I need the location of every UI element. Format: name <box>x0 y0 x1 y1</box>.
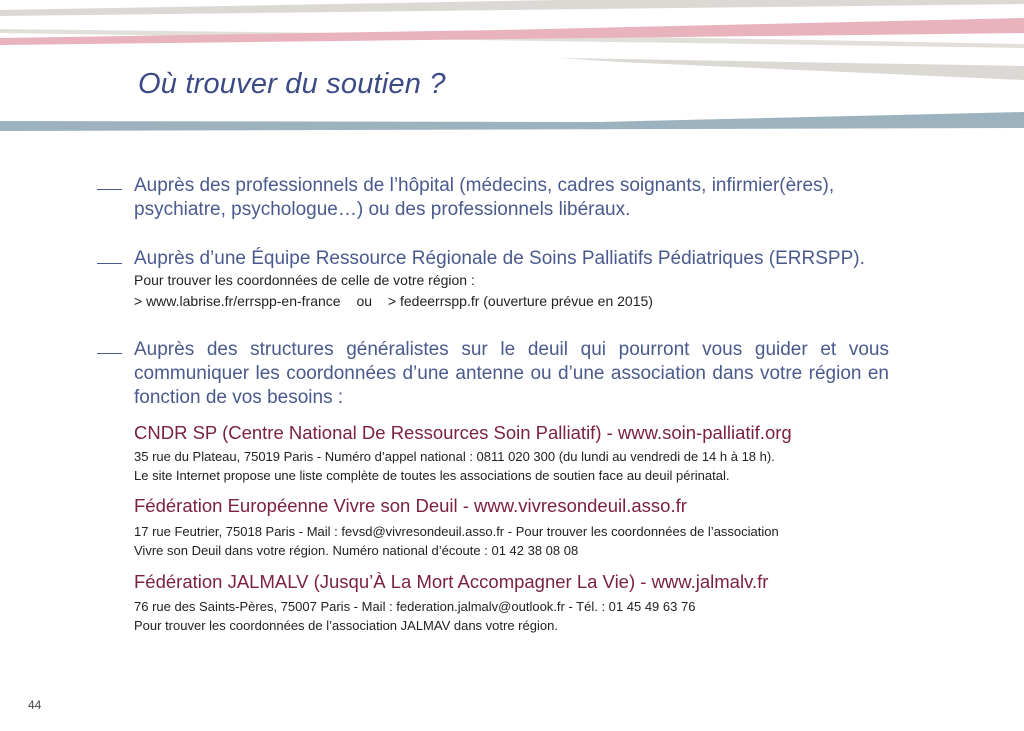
page-title: Où trouver du soutien ? <box>138 68 446 100</box>
org-line: 76 rue des Saints-Pères, 75007 Paris - Mail : federation.jalmalv@outlook.fr - Tél. : 01 45 49 63 76 <box>134 599 696 614</box>
org-line: 35 rue du Plateau, 75019 Paris - Numéro d’appel national : 0811 020 300 (du lundi au vendredi de 14 h à 18 h). <box>134 449 775 464</box>
org-title-vivresondeuil: Fédération Européenne Vivre son Deuil - www.vivresondeuil.asso.fr <box>134 495 687 516</box>
stripe-grey-top <box>0 0 1024 16</box>
org-details-cndrsp <box>134 447 904 485</box>
org-title-cndrsp: CNDR SP (Centre National De Ressources Soin Palliatif) - www.soin-palliatif.org <box>134 422 792 443</box>
link-labrise[interactable]: > www.labrise.fr/errspp-en-france <box>134 293 341 309</box>
link-separator: ou <box>356 293 373 309</box>
bullet-dash <box>97 353 122 354</box>
org-line: Vivre son Deuil dans votre région. Numéro national d’écoute : 01 42 38 08 08 <box>134 543 579 558</box>
stripe-grey-right <box>560 58 1024 80</box>
bullet-dash <box>97 189 122 190</box>
bullet-dash <box>97 263 122 264</box>
org-details-vivresondeuil <box>134 522 904 560</box>
errspp-links <box>134 291 914 312</box>
org-line: 17 rue Feutrier, 75018 Paris - Mail : fevsd@vivresondeuil.asso.fr - Pour trouver les coordonnées de l’association <box>134 524 779 539</box>
errspp-intro: Pour trouver les coordonnées de celle de votre région : <box>134 272 475 288</box>
page-number: 44 <box>28 698 42 712</box>
stripe-steel <box>0 112 1024 131</box>
support-item-errspp: Auprès d’une Équipe Ressource Régionale de Soins Palliatifs Pédiatriques (ERRSPP). <box>134 248 865 269</box>
org-details-jalmalv <box>134 597 904 635</box>
link-fedeerrspp[interactable]: > fedeerrspp.fr (ouverture prévue en 2015) <box>387 293 653 309</box>
org-line: Pour trouver les coordonnées de l’association JALMAV dans votre région. <box>134 618 558 633</box>
org-title-jalmalv: Fédération JALMALV (Jusqu’À La Mort Accompagner La Vie) - www.jalmalv.fr <box>134 571 769 592</box>
org-line: Le site Internet propose une liste complète de toutes les associations de soutien face au deuil périnatal. <box>134 468 730 483</box>
support-item-structures: Auprès des structures généralistes sur le deuil qui pourront vous guider et vous communiquer les coordonnées d’une antenne ou d’une association dans votre région en fonction de vos besoins : <box>134 339 889 408</box>
support-item-hospital: Auprès des professionnels de l’hôpital (médecins, cadres soignants, infirmier(ères), psychiatre, psychologue…) ou des professionnels libéraux. <box>134 175 835 220</box>
